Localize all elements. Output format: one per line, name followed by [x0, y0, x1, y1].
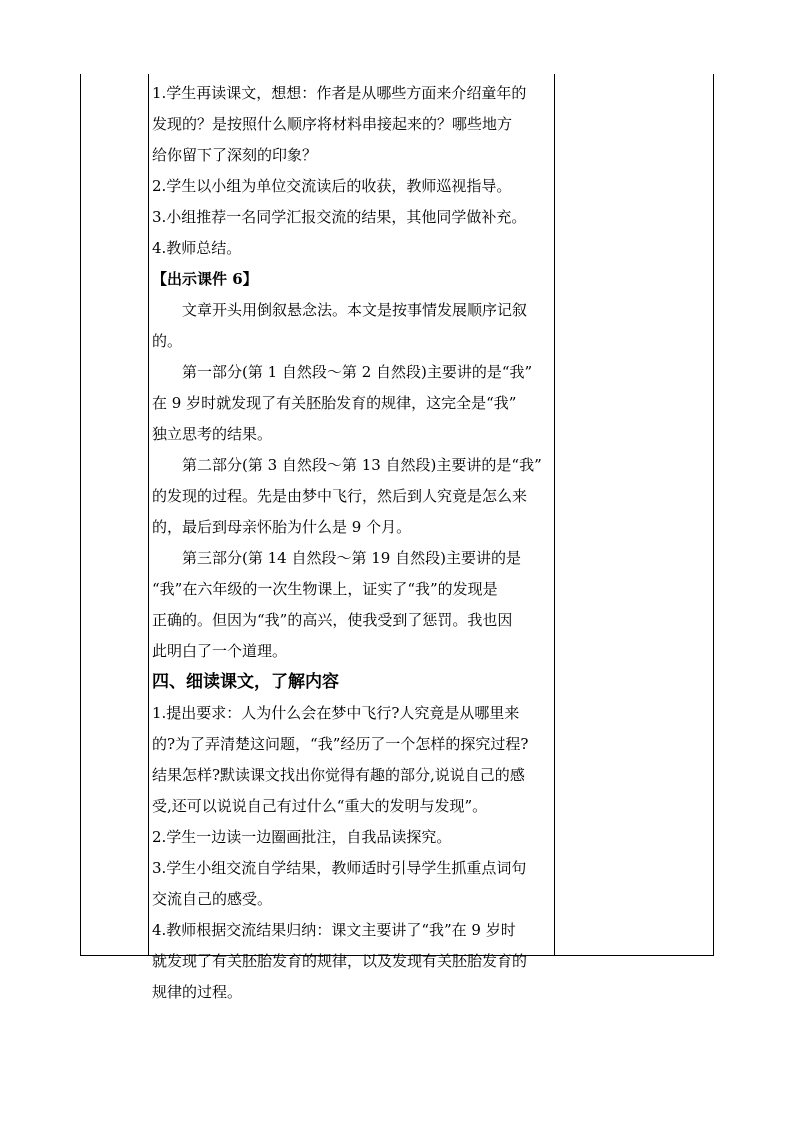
text-line: 4.教师根据交流结果归纳：课文主要讲了“我”在 9 岁时	[152, 921, 516, 939]
text-line: 2.学生一边读一边圈画批注，自我品读探究。	[152, 828, 452, 846]
text-line: 独立思考的结果。	[152, 425, 273, 443]
text-line: 的发现的过程。先是由梦中飞行，然后到人究竟是怎么来	[152, 487, 528, 505]
text-line: 3.小组推荐一名同学汇报交流的结果，其他同学做补充。	[152, 208, 527, 226]
text-line: 第二部分(第 3 自然段～第 13 自然段)主要讲的是“我”	[182, 456, 542, 474]
text-line: 正确的。但因为“我”的高兴，使我受到了惩罚。我也因	[152, 611, 513, 629]
text-line: 文章开头用倒叙悬念法。本文是按事情发展顺序记叙	[182, 301, 528, 319]
text-line: 就发现了有关胚胎发育的规律，以及发现有关胚胎发育的	[152, 952, 528, 970]
text-line: 第一部分(第 1 自然段～第 2 自然段)主要讲的是“我”	[182, 363, 533, 381]
text-line: 结果怎样?默读课文找出你觉得有趣的部分,说说自己的感	[152, 766, 525, 784]
text-line: 第三部分(第 14 自然段～第 19 自然段)主要讲的是	[182, 549, 521, 567]
text-line: 1.提出要求：人为什么会在梦中飞行?人究竟是从哪里来	[152, 704, 520, 722]
text-line: “我”在六年级的一次生物课上，证实了“我”的发现是	[152, 580, 498, 598]
text-line: 受,还可以说说自己有过什么“重大的发明与发现”。	[152, 797, 488, 815]
column-divider-left	[148, 74, 149, 955]
text-line: 的?为了弄清楚这问题，“我”经历了一个怎样的探究过程?	[152, 735, 529, 753]
text-line: 的。	[152, 332, 183, 350]
text-line: 交流自己的感受。	[152, 890, 273, 908]
courseware-label: 【出示课件 6】	[152, 270, 258, 288]
section-heading: 四、细读课文，了解内容	[152, 672, 339, 692]
text-line: 规律的过程。	[152, 983, 243, 1001]
text-line: 在 9 岁时就发现了有关胚胎发育的规律，这完全是“我”	[152, 394, 517, 412]
lesson-content-cell	[152, 78, 556, 1008]
text-line: 的，最后到母亲怀胎为什么是 9 个月。	[152, 518, 412, 536]
text-line: 给你留下了深刻的印象？	[152, 146, 318, 164]
text-line: 1.学生再读课文，想想：作者是从哪些方面来介绍童年的	[152, 84, 527, 102]
text-line: 此明白了一个道理。	[152, 642, 288, 660]
text-line: 4.教师总结。	[152, 239, 242, 257]
text-line: 发现的？是按照什么顺序将材料串接起来的？哪些地方	[152, 115, 513, 133]
text-line: 2.学生以小组为单位交流读后的收获，教师巡视指导。	[152, 177, 512, 195]
text-line: 3.学生小组交流自学结果，教师适时引导学生抓重点词句	[152, 859, 527, 877]
